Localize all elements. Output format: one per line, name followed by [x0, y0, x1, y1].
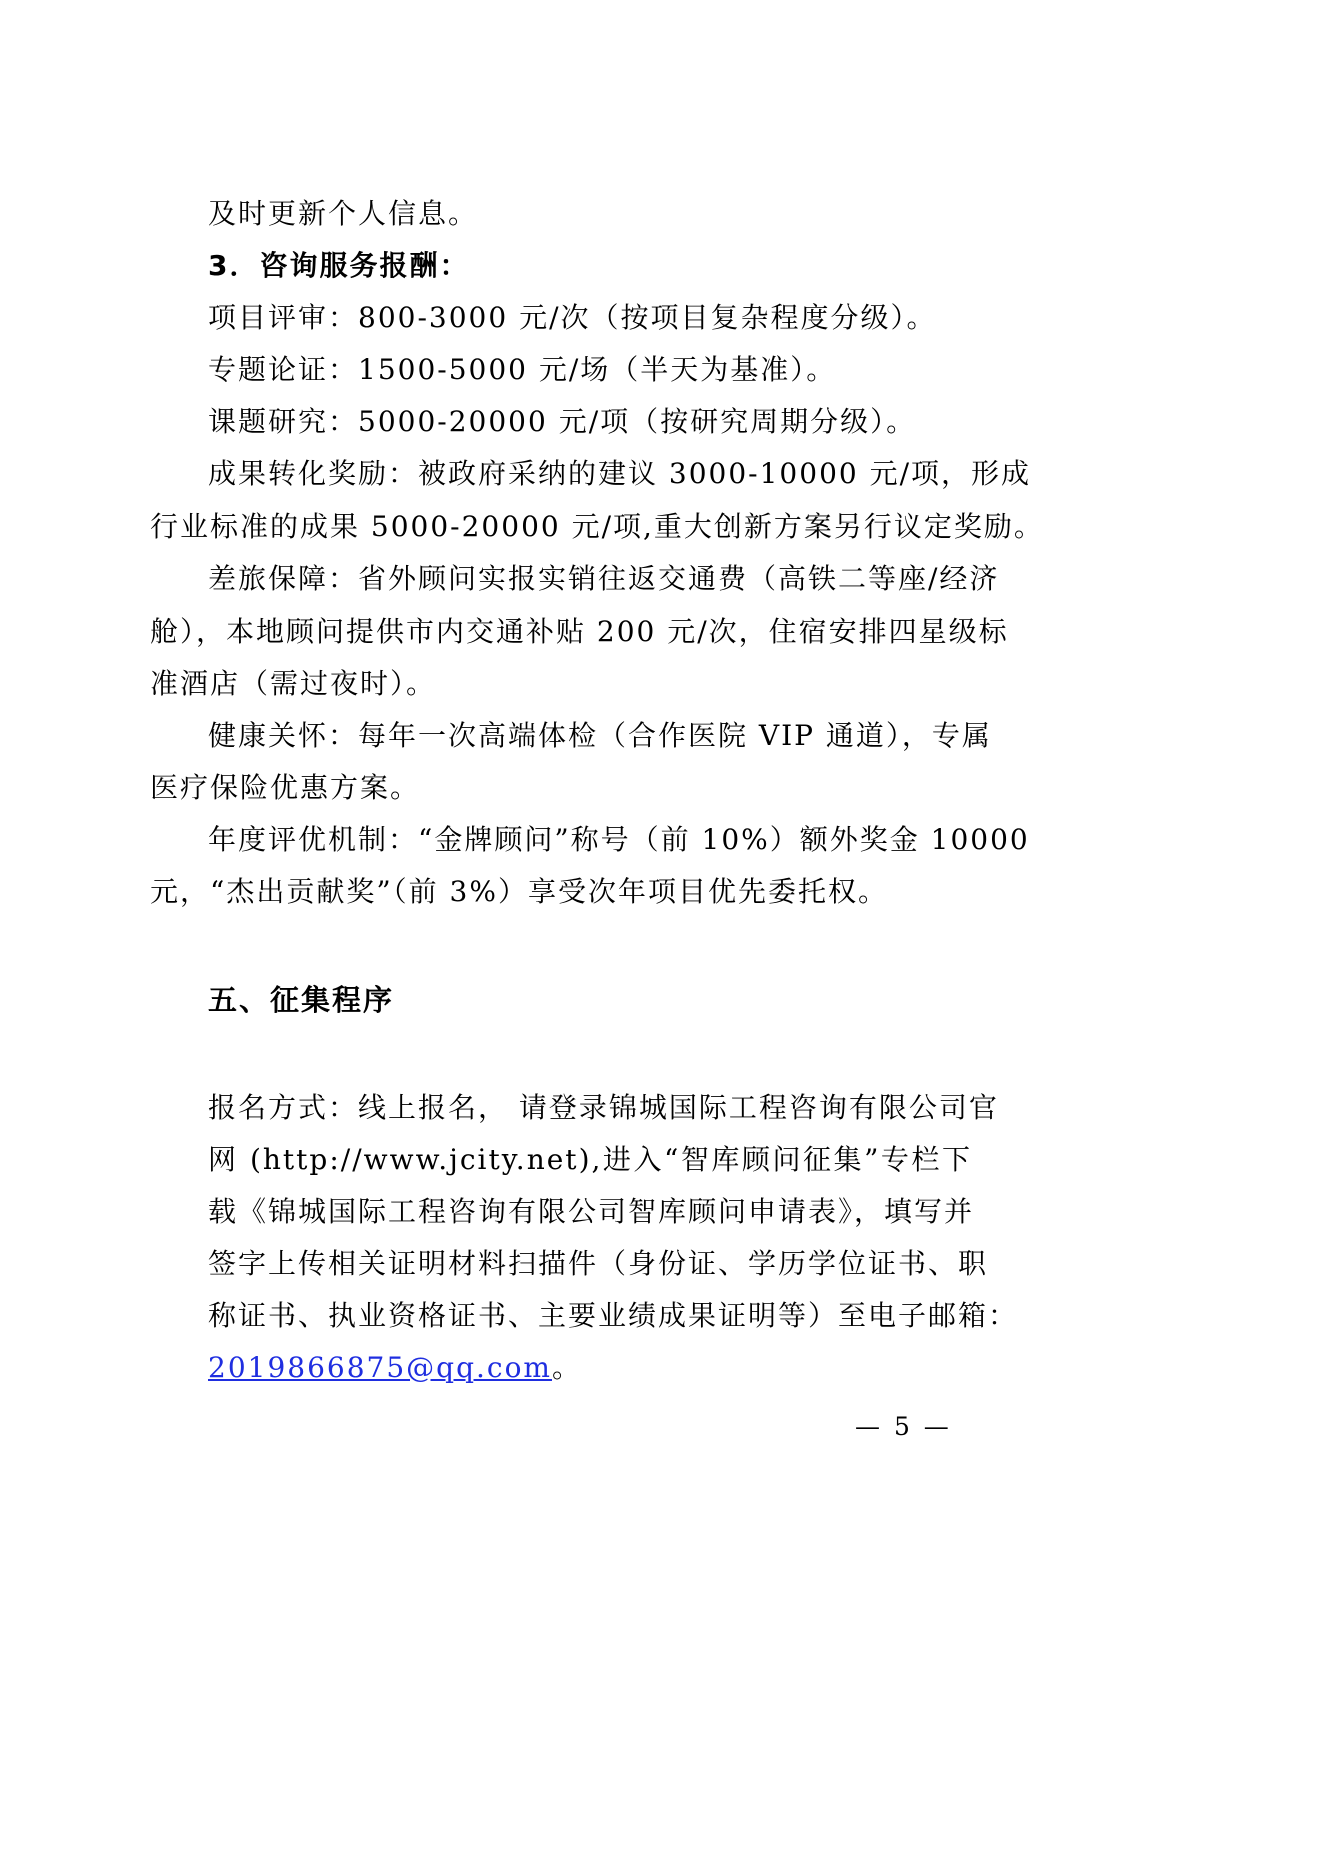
- paragraph-text: 称证书、执业资格证书、主要业绩成果证明等）至电子邮箱：: [208, 1299, 1019, 1332]
- paragraph-text: 准酒店（需过夜时）。: [150, 667, 437, 700]
- paragraph-text: 行业标准的成果 5000-20000 元/项,重大创新方案另行议定奖励。: [150, 510, 1044, 543]
- paragraph-text: 元，“杰出贡献奖”（前 3%）享受次年项目优先委托权。: [150, 875, 888, 908]
- page-number: — 5 —: [855, 1412, 952, 1441]
- email-line: [208, 1348, 972, 1388]
- email-link[interactable]: 2019866875@qq.com: [208, 1351, 552, 1384]
- paragraph-text: 差旅保障：省外顾问实报实销往返交通费（高铁二等座/经济: [208, 562, 1000, 595]
- paragraph-text: 及时更新个人信息。: [208, 197, 479, 230]
- section-heading: 五、征集程序: [208, 983, 395, 1017]
- paragraph-text: 报名方式：线上报名， 请登录锦城国际工程咨询有限公司官: [208, 1091, 999, 1124]
- paragraph-text: 载《锦城国际工程咨询有限公司智库顾问申请表》，填写并: [208, 1195, 975, 1228]
- paragraph-text: 年度评优机制：“金牌顾问”称号（前 10%）额外奖金 10000: [208, 823, 1030, 856]
- paragraph-text: 网 (http://www.jcity.net),进入“智库顾问征集”专栏下: [208, 1143, 972, 1176]
- paragraph-text: 健康关怀：每年一次高端体检（合作医院 VIP 通道），专属: [208, 719, 992, 752]
- paragraph-text: 签字上传相关证明材料扫描件（身份证、学历学位证书、职: [208, 1247, 989, 1280]
- email-trailing-punctuation: 。: [551, 1351, 582, 1384]
- paragraph-text: 专题论证：1500-5000 元/场（半天为基准）。: [208, 353, 837, 386]
- paragraph-text: 舱），本地顾问提供市内交通补贴 200 元/次，住宿安排四星级标: [150, 615, 1009, 648]
- paragraph-text: 课题研究：5000-20000 元/项（按研究周期分级）。: [208, 405, 917, 438]
- section-subheading: 3．咨询服务报酬：: [208, 249, 470, 282]
- paragraph-text: 成果转化奖励：被政府采纳的建议 3000-10000 元/项，形成: [208, 457, 1032, 490]
- paragraph-text: 项目评审：800-3000 元/次（按项目复杂程度分级）。: [208, 301, 937, 334]
- paragraph-text: 医疗保险优惠方案。: [150, 771, 421, 804]
